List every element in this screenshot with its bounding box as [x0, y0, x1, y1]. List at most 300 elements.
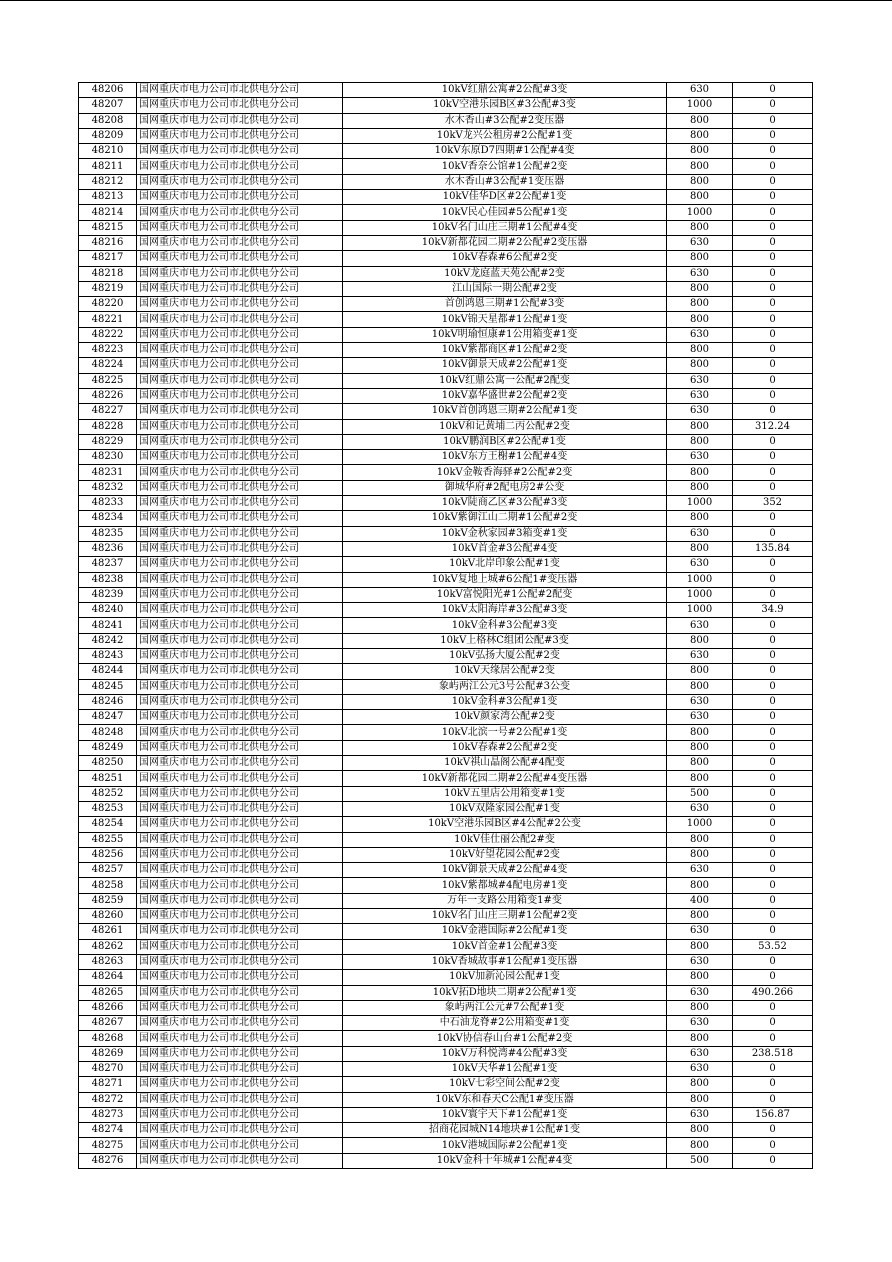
- table-row: [79, 847, 813, 862]
- capacity-cell: 800: [667, 174, 733, 189]
- table-row: [79, 327, 813, 342]
- capacity-cell: 800: [667, 878, 733, 893]
- org-cell: 国网重庆市电力公司市北供电分公司: [137, 297, 343, 312]
- id-cell: 48252: [79, 786, 137, 801]
- org-cell: 国网重庆市电力公司市北供电分公司: [137, 909, 343, 924]
- id-cell: 48216: [79, 235, 137, 250]
- table-row: [79, 83, 813, 98]
- capacity-cell: 800: [667, 756, 733, 771]
- org-cell: 国网重庆市电力公司市北供电分公司: [137, 1031, 343, 1046]
- table-row: [79, 358, 813, 373]
- id-cell: 48264: [79, 970, 137, 985]
- capacity-cell: 630: [667, 404, 733, 419]
- table-row: [79, 220, 813, 235]
- transformer-name-cell: 10kV紫都商区#1公配#2变: [343, 343, 667, 358]
- id-cell: 48212: [79, 174, 137, 189]
- capacity-cell: 800: [667, 1000, 733, 1015]
- table-row: [79, 893, 813, 908]
- capacity-cell: 630: [667, 266, 733, 281]
- capacity-cell: 630: [667, 618, 733, 633]
- capacity-cell: 630: [667, 83, 733, 98]
- id-cell: 48210: [79, 144, 137, 159]
- capacity-cell: 800: [667, 909, 733, 924]
- id-cell: 48221: [79, 312, 137, 327]
- id-cell: 48251: [79, 771, 137, 786]
- value-cell: 0: [733, 924, 813, 939]
- id-cell: 48232: [79, 480, 137, 495]
- value-cell: 0: [733, 1153, 813, 1168]
- capacity-cell: 630: [667, 235, 733, 250]
- transformer-name-cell: 10kV好望花园公配#2变: [343, 847, 667, 862]
- id-cell: 48217: [79, 251, 137, 266]
- capacity-cell: 1000: [667, 98, 733, 113]
- id-cell: 48255: [79, 832, 137, 847]
- table-row: [79, 572, 813, 587]
- transformer-name-cell: 10kV金港国际#2公配#1变: [343, 924, 667, 939]
- value-cell: 0: [733, 327, 813, 342]
- table-row: [79, 648, 813, 663]
- id-cell: 48261: [79, 924, 137, 939]
- table-row: [79, 98, 813, 113]
- capacity-cell: 800: [667, 541, 733, 556]
- org-cell: 国网重庆市电力公司市北供电分公司: [137, 771, 343, 786]
- capacity-cell: 630: [667, 388, 733, 403]
- transformer-name-cell: 10kV富悦阳光#1公配#2配变: [343, 587, 667, 602]
- table-row: [79, 1000, 813, 1015]
- table-row: [79, 924, 813, 939]
- org-cell: 国网重庆市电力公司市北供电分公司: [137, 572, 343, 587]
- org-cell: 国网重庆市电力公司市北供电分公司: [137, 251, 343, 266]
- transformer-name-cell: 10kV和记黄埔二丙公配#2变: [343, 419, 667, 434]
- transformer-name-cell: 10kV金秋家园#3箱变#1变: [343, 526, 667, 541]
- value-cell: 0: [733, 1062, 813, 1077]
- org-cell: 国网重庆市电力公司市北供电分公司: [137, 312, 343, 327]
- value-cell: 0: [733, 511, 813, 526]
- transformer-name-cell: 10kV太阳海岸#3公配#3变: [343, 603, 667, 618]
- table-row: [79, 1031, 813, 1046]
- value-cell: 0: [733, 954, 813, 969]
- id-cell: 48268: [79, 1031, 137, 1046]
- org-cell: 国网重庆市电力公司市北供电分公司: [137, 832, 343, 847]
- table-row: [79, 756, 813, 771]
- value-cell: 0: [733, 281, 813, 296]
- capacity-cell: 400: [667, 893, 733, 908]
- table-row: [79, 786, 813, 801]
- id-cell: 48267: [79, 1016, 137, 1031]
- table-row: [79, 557, 813, 572]
- transformer-name-cell: 万年一支路公用箱变1#变: [343, 893, 667, 908]
- table-row: [79, 878, 813, 893]
- id-cell: 48209: [79, 128, 137, 143]
- capacity-cell: 800: [667, 1138, 733, 1153]
- id-cell: 48271: [79, 1077, 137, 1092]
- id-cell: 48240: [79, 603, 137, 618]
- capacity-cell: 800: [667, 633, 733, 648]
- value-cell: 238.518: [733, 1046, 813, 1061]
- value-cell: 0: [733, 388, 813, 403]
- value-cell: 0: [733, 526, 813, 541]
- org-cell: 国网重庆市电力公司市北供电分公司: [137, 1062, 343, 1077]
- capacity-cell: 800: [667, 343, 733, 358]
- id-cell: 48258: [79, 878, 137, 893]
- org-cell: 国网重庆市电力公司市北供电分公司: [137, 1138, 343, 1153]
- id-cell: 48266: [79, 1000, 137, 1015]
- transformer-name-cell: 10kV祺山晶阁公配#4配变: [343, 756, 667, 771]
- transformer-name-cell: 象屿两江公元#7公配#1变: [343, 1000, 667, 1015]
- value-cell: 0: [733, 664, 813, 679]
- id-cell: 48229: [79, 434, 137, 449]
- value-cell: 0: [733, 251, 813, 266]
- table-row: [79, 710, 813, 725]
- org-cell: 国网重庆市电力公司市北供电分公司: [137, 985, 343, 1000]
- value-cell: 0: [733, 1000, 813, 1015]
- transformer-name-cell: 10kV七彩空间公配#2变: [343, 1077, 667, 1092]
- table-row: [79, 771, 813, 786]
- capacity-cell: 630: [667, 924, 733, 939]
- capacity-cell: 800: [667, 939, 733, 954]
- id-cell: 48208: [79, 113, 137, 128]
- value-cell: 0: [733, 144, 813, 159]
- id-cell: 48227: [79, 404, 137, 419]
- org-cell: 国网重庆市电力公司市北供电分公司: [137, 1092, 343, 1107]
- id-cell: 48228: [79, 419, 137, 434]
- table-row: [79, 633, 813, 648]
- value-cell: 0: [733, 893, 813, 908]
- value-cell: 0: [733, 970, 813, 985]
- value-cell: 0: [733, 159, 813, 174]
- transformer-name-cell: 10kV御景天成#2公配#4变: [343, 863, 667, 878]
- capacity-cell: 1000: [667, 587, 733, 602]
- id-cell: 48226: [79, 388, 137, 403]
- capacity-cell: 800: [667, 970, 733, 985]
- value-cell: 490.266: [733, 985, 813, 1000]
- table-row: [79, 174, 813, 189]
- table-row: [79, 388, 813, 403]
- value-cell: 352: [733, 496, 813, 511]
- capacity-cell: 800: [667, 434, 733, 449]
- org-cell: 国网重庆市电力公司市北供电分公司: [137, 388, 343, 403]
- org-cell: 国网重庆市电力公司市北供电分公司: [137, 144, 343, 159]
- id-cell: 48265: [79, 985, 137, 1000]
- table-row: [79, 664, 813, 679]
- transformer-name-cell: 10kV金鞍香海驿#2公配#2变: [343, 465, 667, 480]
- transformer-name-cell: 10kV东原D7四期#1公配#4变: [343, 144, 667, 159]
- table-row: [79, 1123, 813, 1138]
- value-cell: 0: [733, 756, 813, 771]
- table-row: [79, 725, 813, 740]
- id-cell: 48238: [79, 572, 137, 587]
- id-cell: 48257: [79, 863, 137, 878]
- org-cell: 国网重庆市电力公司市北供电分公司: [137, 465, 343, 480]
- transformer-name-cell: 10kV春森#6公配#2变: [343, 251, 667, 266]
- org-cell: 国网重庆市电力公司市北供电分公司: [137, 343, 343, 358]
- transformer-name-cell: 招商花园城N14地块#1公配#1变: [343, 1123, 667, 1138]
- id-cell: 48250: [79, 756, 137, 771]
- transformer-name-cell: 10kV东和春天C公配1#变压器: [343, 1092, 667, 1107]
- transformer-name-cell: 10kV协信春山台#1公配#2变: [343, 1031, 667, 1046]
- org-cell: 国网重庆市电力公司市北供电分公司: [137, 817, 343, 832]
- id-cell: 48262: [79, 939, 137, 954]
- table-row: [79, 465, 813, 480]
- value-cell: 0: [733, 174, 813, 189]
- table-row: [79, 1046, 813, 1061]
- capacity-cell: 630: [667, 863, 733, 878]
- id-cell: 48248: [79, 725, 137, 740]
- value-cell: 0: [733, 465, 813, 480]
- capacity-cell: 630: [667, 801, 733, 816]
- org-cell: 国网重庆市电力公司市北供电分公司: [137, 1077, 343, 1092]
- transformer-name-cell: 10kV鹏润B区#2公配#1变: [343, 434, 667, 449]
- value-cell: 0: [733, 266, 813, 281]
- org-cell: 国网重庆市电力公司市北供电分公司: [137, 924, 343, 939]
- value-cell: 0: [733, 863, 813, 878]
- table-row: [79, 526, 813, 541]
- transformer-name-cell: 10kV复地上城#6公配1#变压器: [343, 572, 667, 587]
- id-cell: 48234: [79, 511, 137, 526]
- id-cell: 48225: [79, 373, 137, 388]
- value-cell: 53.52: [733, 939, 813, 954]
- capacity-cell: 800: [667, 1123, 733, 1138]
- org-cell: 国网重庆市电力公司市北供电分公司: [137, 954, 343, 969]
- transformer-name-cell: 10kV锦天星都#1公配#1变: [343, 312, 667, 327]
- org-cell: 国网重庆市电力公司市北供电分公司: [137, 434, 343, 449]
- org-cell: 国网重庆市电力公司市北供电分公司: [137, 970, 343, 985]
- org-cell: 国网重庆市电力公司市北供电分公司: [137, 205, 343, 220]
- capacity-cell: 800: [667, 725, 733, 740]
- id-cell: 48239: [79, 587, 137, 602]
- org-cell: 国网重庆市电力公司市北供电分公司: [137, 98, 343, 113]
- transformer-name-cell: 10kV首金#3公配#4变: [343, 541, 667, 556]
- id-cell: 48236: [79, 541, 137, 556]
- value-cell: 0: [733, 312, 813, 327]
- org-cell: 国网重庆市电力公司市北供电分公司: [137, 694, 343, 709]
- transformer-name-cell: 首创鸿恩三期#1公配#3变: [343, 297, 667, 312]
- value-cell: 135.84: [733, 541, 813, 556]
- transformer-name-cell: 10kV上格林C组团公配#3变: [343, 633, 667, 648]
- transformer-name-cell: 10kV紫都城#4配电房#1变: [343, 878, 667, 893]
- org-cell: 国网重庆市电力公司市北供电分公司: [137, 1153, 343, 1168]
- id-cell: 48272: [79, 1092, 137, 1107]
- value-cell: 0: [733, 633, 813, 648]
- id-cell: 48206: [79, 83, 137, 98]
- transformer-name-cell: 10kV金科#3公配#1变: [343, 694, 667, 709]
- value-cell: 156.87: [733, 1107, 813, 1122]
- table-row: [79, 618, 813, 633]
- org-cell: 国网重庆市电力公司市北供电分公司: [137, 113, 343, 128]
- value-cell: 0: [733, 450, 813, 465]
- id-cell: 48218: [79, 266, 137, 281]
- table-row: [79, 694, 813, 709]
- value-cell: 0: [733, 740, 813, 755]
- capacity-cell: 800: [667, 159, 733, 174]
- table-row: [79, 1016, 813, 1031]
- capacity-cell: 800: [667, 251, 733, 266]
- transformer-name-cell: 10kV紫御江山二期#1公配#2变: [343, 511, 667, 526]
- table-row: [79, 1092, 813, 1107]
- capacity-cell: 800: [667, 740, 733, 755]
- value-cell: 0: [733, 1123, 813, 1138]
- capacity-cell: 500: [667, 1153, 733, 1168]
- capacity-cell: 800: [667, 465, 733, 480]
- org-cell: 国网重庆市电力公司市北供电分公司: [137, 281, 343, 296]
- capacity-cell: 800: [667, 113, 733, 128]
- capacity-cell: 800: [667, 480, 733, 495]
- transformer-name-cell: 10kV明瑜恒康#1公用箱变#1变: [343, 327, 667, 342]
- id-cell: 48274: [79, 1123, 137, 1138]
- org-cell: 国网重庆市电力公司市北供电分公司: [137, 878, 343, 893]
- value-cell: 0: [733, 878, 813, 893]
- capacity-cell: 800: [667, 1031, 733, 1046]
- value-cell: 0: [733, 557, 813, 572]
- capacity-cell: 630: [667, 648, 733, 663]
- capacity-cell: 800: [667, 128, 733, 143]
- org-cell: 国网重庆市电力公司市北供电分公司: [137, 587, 343, 602]
- org-cell: 国网重庆市电力公司市北供电分公司: [137, 526, 343, 541]
- org-cell: 国网重庆市电力公司市北供电分公司: [137, 358, 343, 373]
- capacity-cell: 500: [667, 786, 733, 801]
- value-cell: 0: [733, 587, 813, 602]
- id-cell: 48237: [79, 557, 137, 572]
- org-cell: 国网重庆市电力公司市北供电分公司: [137, 190, 343, 205]
- value-cell: 0: [733, 297, 813, 312]
- id-cell: 48215: [79, 220, 137, 235]
- id-cell: 48214: [79, 205, 137, 220]
- table-row: [79, 266, 813, 281]
- table-row: [79, 113, 813, 128]
- value-cell: 0: [733, 83, 813, 98]
- value-cell: 0: [733, 786, 813, 801]
- id-cell: 48222: [79, 327, 137, 342]
- value-cell: 0: [733, 618, 813, 633]
- capacity-cell: 800: [667, 312, 733, 327]
- id-cell: 48224: [79, 358, 137, 373]
- org-cell: 国网重庆市电力公司市北供电分公司: [137, 863, 343, 878]
- capacity-cell: 630: [667, 373, 733, 388]
- capacity-cell: 800: [667, 847, 733, 862]
- transformer-name-cell: 10kV弘扬大厦公配#2变: [343, 648, 667, 663]
- transformer-name-cell: 江山国际一期公配#2变: [343, 281, 667, 296]
- table-row: [79, 281, 813, 296]
- value-cell: 0: [733, 113, 813, 128]
- transformer-name-cell: 10kV加新沁园公配#1变: [343, 970, 667, 985]
- id-cell: 48220: [79, 297, 137, 312]
- value-cell: 0: [733, 909, 813, 924]
- capacity-cell: 630: [667, 450, 733, 465]
- capacity-cell: 1000: [667, 572, 733, 587]
- id-cell: 48253: [79, 801, 137, 816]
- id-cell: 48269: [79, 1046, 137, 1061]
- value-cell: 0: [733, 1092, 813, 1107]
- id-cell: 48230: [79, 450, 137, 465]
- id-cell: 48260: [79, 909, 137, 924]
- transformer-name-cell: 10kV首创鸿恩三期#2公配#1变: [343, 404, 667, 419]
- org-cell: 国网重庆市电力公司市北供电分公司: [137, 1000, 343, 1015]
- capacity-cell: 1000: [667, 205, 733, 220]
- table-row: [79, 251, 813, 266]
- table-row: [79, 817, 813, 832]
- value-cell: 0: [733, 679, 813, 694]
- capacity-cell: 800: [667, 511, 733, 526]
- table-row: [79, 434, 813, 449]
- id-cell: 48211: [79, 159, 137, 174]
- table-row: [79, 909, 813, 924]
- table-row: [79, 603, 813, 618]
- transformer-name-cell: 10kV五里店公用箱变#1变: [343, 786, 667, 801]
- transformer-name-cell: 10kV新都花园二期#2公配#2变压器: [343, 235, 667, 250]
- capacity-cell: 630: [667, 526, 733, 541]
- org-cell: 国网重庆市电力公司市北供电分公司: [137, 128, 343, 143]
- org-cell: 国网重庆市电力公司市北供电分公司: [137, 404, 343, 419]
- id-cell: 48243: [79, 648, 137, 663]
- id-cell: 48247: [79, 710, 137, 725]
- table-row: [79, 1077, 813, 1092]
- capacity-cell: 630: [667, 954, 733, 969]
- value-cell: 0: [733, 694, 813, 709]
- value-cell: 0: [733, 343, 813, 358]
- transformer-name-cell: 10kV东方王榭#1公配#4变: [343, 450, 667, 465]
- capacity-cell: 800: [667, 144, 733, 159]
- table-row: [79, 128, 813, 143]
- id-cell: 48223: [79, 343, 137, 358]
- transformer-name-cell: 10kV香奈公馆#1公配#2变: [343, 159, 667, 174]
- value-cell: 0: [733, 710, 813, 725]
- value-cell: 0: [733, 648, 813, 663]
- org-cell: 国网重庆市电力公司市北供电分公司: [137, 664, 343, 679]
- value-cell: 0: [733, 128, 813, 143]
- transformer-name-cell: 10kV空港乐园B区#3公配#3变: [343, 98, 667, 113]
- id-cell: 48259: [79, 893, 137, 908]
- id-cell: 48233: [79, 496, 137, 511]
- value-cell: 0: [733, 572, 813, 587]
- transformer-name-cell: 10kV佳华D区#2公配#1变: [343, 190, 667, 205]
- transformer-name-cell: 水木香山#3公配#1变压器: [343, 174, 667, 189]
- value-cell: 0: [733, 771, 813, 786]
- id-cell: 48231: [79, 465, 137, 480]
- org-cell: 国网重庆市电力公司市北供电分公司: [137, 327, 343, 342]
- value-cell: 0: [733, 817, 813, 832]
- capacity-cell: 630: [667, 694, 733, 709]
- capacity-cell: 630: [667, 327, 733, 342]
- transformer-name-cell: 10kV名门山庄三期#1公配#2变: [343, 909, 667, 924]
- capacity-cell: 630: [667, 557, 733, 572]
- transformer-name-cell: 10kV民心佳园#5公配#1变: [343, 205, 667, 220]
- capacity-cell: 800: [667, 1077, 733, 1092]
- id-cell: 48242: [79, 633, 137, 648]
- org-cell: 国网重庆市电力公司市北供电分公司: [137, 541, 343, 556]
- org-cell: 国网重庆市电力公司市北供电分公司: [137, 1016, 343, 1031]
- transformer-name-cell: 10kV双隆家园公配#1变: [343, 801, 667, 816]
- capacity-cell: 1000: [667, 817, 733, 832]
- org-cell: 国网重庆市电力公司市北供电分公司: [137, 893, 343, 908]
- id-cell: 48213: [79, 190, 137, 205]
- value-cell: 0: [733, 725, 813, 740]
- capacity-cell: 800: [667, 832, 733, 847]
- transformer-name-cell: 10kV颜家湾公配#2变: [343, 710, 667, 725]
- page-top-rule: [0, 0, 892, 1]
- transformer-name-cell: 10kV陡商乙区#3公配#3变: [343, 496, 667, 511]
- org-cell: 国网重庆市电力公司市北供电分公司: [137, 618, 343, 633]
- id-cell: 48273: [79, 1107, 137, 1122]
- table-row: [79, 235, 813, 250]
- id-cell: 48270: [79, 1062, 137, 1077]
- transformer-name-cell: 10kV名门山庄三期#1公配#4变: [343, 220, 667, 235]
- table-row: [79, 541, 813, 556]
- table-row: [79, 801, 813, 816]
- capacity-cell: 630: [667, 1107, 733, 1122]
- value-cell: 0: [733, 235, 813, 250]
- transformer-name-cell: 10kV香城故事#1公配#1变压器: [343, 954, 667, 969]
- id-cell: 48235: [79, 526, 137, 541]
